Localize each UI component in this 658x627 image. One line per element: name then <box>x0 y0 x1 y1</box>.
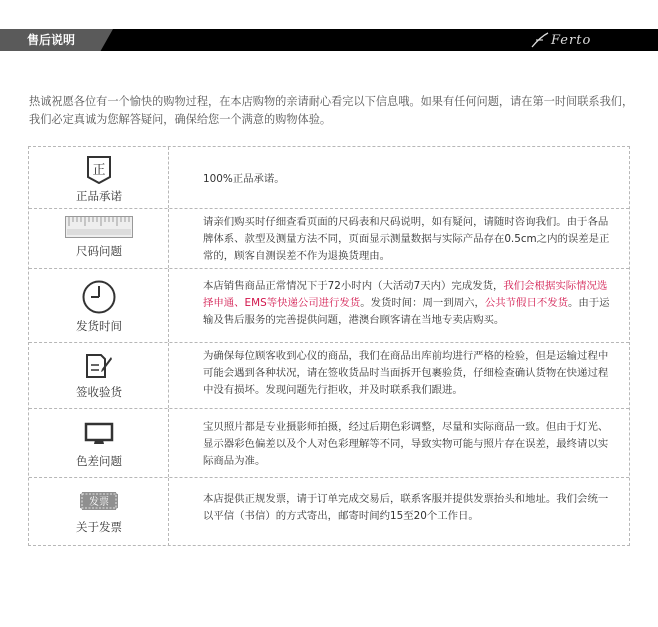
intro-paragraph: 热诚祝愿各位有一个愉快的购物过程，在本店购物的亲请耐心看完以下信息哦。如果有任何问题，请在第一时间联系我们，我们必定真诚为您解答疑问，确保给您一个满意的购物体验。 <box>29 95 634 126</box>
svg-text:发票: 发票 <box>89 497 109 508</box>
genuine-badge-icon <box>29 156 169 184</box>
logo-swoosh-icon <box>531 32 549 48</box>
row-label: 发货时间 <box>76 319 122 333</box>
row-text: 请亲们购买时仔细查看页面的尺码表和尺码说明，如有疑问，请随时咨询我们。由于各品牌体系、款型及测量方法不同，页面显示测量数据与实际产品存在0.5cm之内的误差是正常的，顾客自测误差不作为退换货理由。 <box>203 216 610 262</box>
page-title: 售后说明 <box>27 33 76 47</box>
row-label: 关于发票 <box>76 520 122 534</box>
row-text: 为确保每位顾客收到心仪的商品，我们在商品出库前均进行严格的检验，但是运输过程中可能会遇到各种状况，请在签收货品时当面拆开包裹验货，仔细检查确认货物在快递过程中没有损坏。发现问题先行拒收，并及时联系我们跟进。 <box>203 350 609 396</box>
row-text: 100%正品承诺。 <box>203 173 285 185</box>
sign-document-icon <box>29 353 169 379</box>
brand-logo <box>531 31 591 49</box>
after-sales-table <box>28 146 630 546</box>
table-row-size <box>29 209 629 269</box>
table-row-color <box>29 409 629 478</box>
row-label: 签收验货 <box>76 385 122 399</box>
row-text-highlight: 公共节假日不发货 <box>484 296 569 309</box>
row-text-part: 。由于运输及售后服务的完善提供问题，港澳台顾客请在当地专卖店购买。 <box>203 296 610 326</box>
row-label: 色差问题 <box>76 454 122 468</box>
table-row-invoice <box>29 478 629 546</box>
svg-text:正: 正 <box>92 163 106 178</box>
ruler-icon <box>29 216 169 238</box>
clock-icon <box>29 279 169 315</box>
table-row-inspection <box>29 343 629 409</box>
row-text <box>203 278 613 328</box>
table-row-shipping <box>29 269 629 343</box>
monitor-icon <box>29 422 169 446</box>
row-label: 尺码问题 <box>76 244 122 258</box>
logo-text: Ferto <box>551 32 592 48</box>
row-text-highlight: 我们会根据实际情况选择申通、EMS等快递公司进行发货 <box>203 280 608 309</box>
row-text-part: 本店销售商品正常情况下于72小时内（大活动7天内）完成发货， <box>203 280 504 292</box>
row-label-cell <box>29 478 169 546</box>
row-text-part: 。发货时间：周一到周六， <box>360 296 485 309</box>
table-row-genuine <box>29 147 629 209</box>
row-label: 正品承诺 <box>76 189 122 203</box>
row-text: 宝贝照片都是专业摄影师拍摄，经过后期色彩调整，尽量和实际商品一致。但由于灯光、显示器彩色偏差以及个人对色彩理解等不同，导致实物可能与照片存在误差，最终请以实际商品为准。 <box>203 421 609 467</box>
invoice-stamp-icon <box>29 491 169 511</box>
section-header <box>0 29 658 51</box>
row-text: 本店提供正规发票，请于订单完成交易后，联系客服并提供发票抬头和地址。我们会统一以平信（书信）的方式寄出，邮寄时间约15至20个工作日。 <box>203 493 609 522</box>
